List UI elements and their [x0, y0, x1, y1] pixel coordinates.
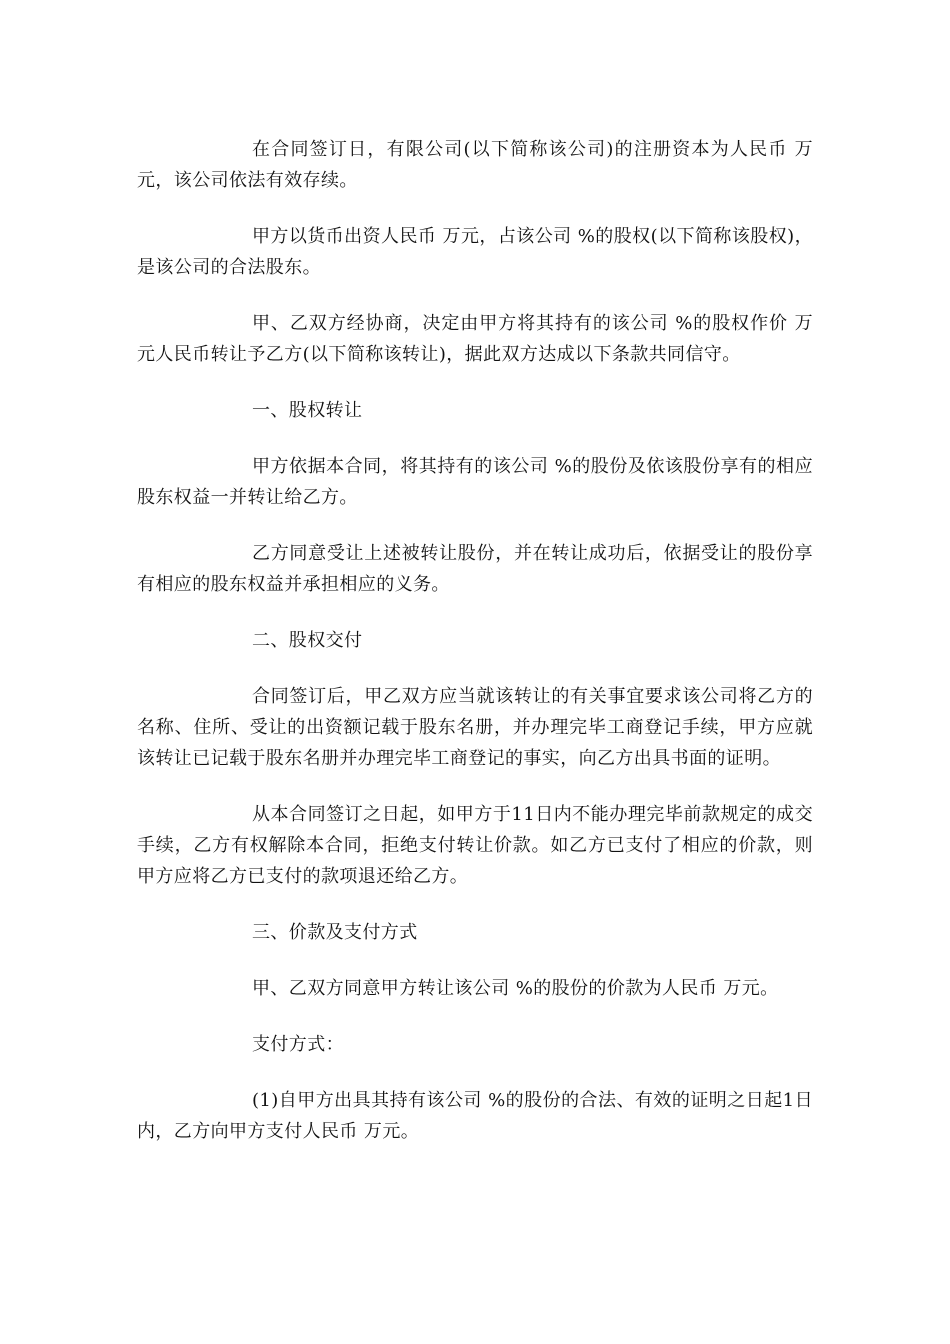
paragraph-payment-method-label: 支付方式：: [252, 1034, 344, 1055]
section-heading-equity-transfer: 一、股权转让: [252, 400, 363, 421]
paragraph-registration-procedure: 合同签订后，甲乙双方应当就该转让的有关事宜要求该公司将乙方的名称、住所、受让的出资额记载于股东名册，并办理完毕工商登记手续，甲方应就该转让已记载于股东名册并办理完毕工商登记的事实，向乙方出具书面的证明。: [137, 686, 813, 769]
paragraph-transfer-shares: 甲方依据本合同，将其持有的该公司 %的股份及依该股份享有的相应股东权益一并转让给乙方。: [137, 456, 813, 508]
document-body: [137, 134, 813, 1172]
paragraph-price: 甲、乙双方同意甲方转让该公司 %的股份的价款为人民币 万元。: [252, 978, 779, 999]
paragraph-registered-capital: 在合同签订日，有限公司(以下简称该公司)的注册资本为人民币 万元，该公司依法有效存续。: [137, 139, 813, 191]
paragraph-transfer-agreement: 甲、乙双方经协商，决定由甲方将其持有的该公司 %的股权作价 万元人民币转让予乙方(以下简称该转让)，据此双方达成以下条款共同信守。: [137, 313, 813, 365]
section-heading-equity-delivery: 二、股权交付: [252, 630, 363, 651]
paragraph-party-b-acceptance: 乙方同意受让上述被转让股份，并在转让成功后，依据受让的股份享有相应的股东权益并承担相应的义务。: [137, 543, 813, 595]
section-heading-price-payment: 三、价款及支付方式: [252, 922, 418, 943]
paragraph-termination-right: 从本合同签订之日起，如甲方于11日内不能办理完毕前款规定的成交手续，乙方有权解除本合同，拒绝支付转让价款。如乙方已支付了相应的价款，则甲方应将乙方已支付的款项退还给乙方。: [137, 804, 813, 887]
paragraph-payment-item-1: (1)自甲方出具其持有该公司 %的股份的合法、有效的证明之日起1日内，乙方向甲方支付人民币 万元。: [137, 1090, 813, 1142]
paragraph-party-a-capital: 甲方以货币出资人民币 万元，占该公司 %的股权(以下简称该股权)，是该公司的合法股东。: [137, 226, 813, 278]
